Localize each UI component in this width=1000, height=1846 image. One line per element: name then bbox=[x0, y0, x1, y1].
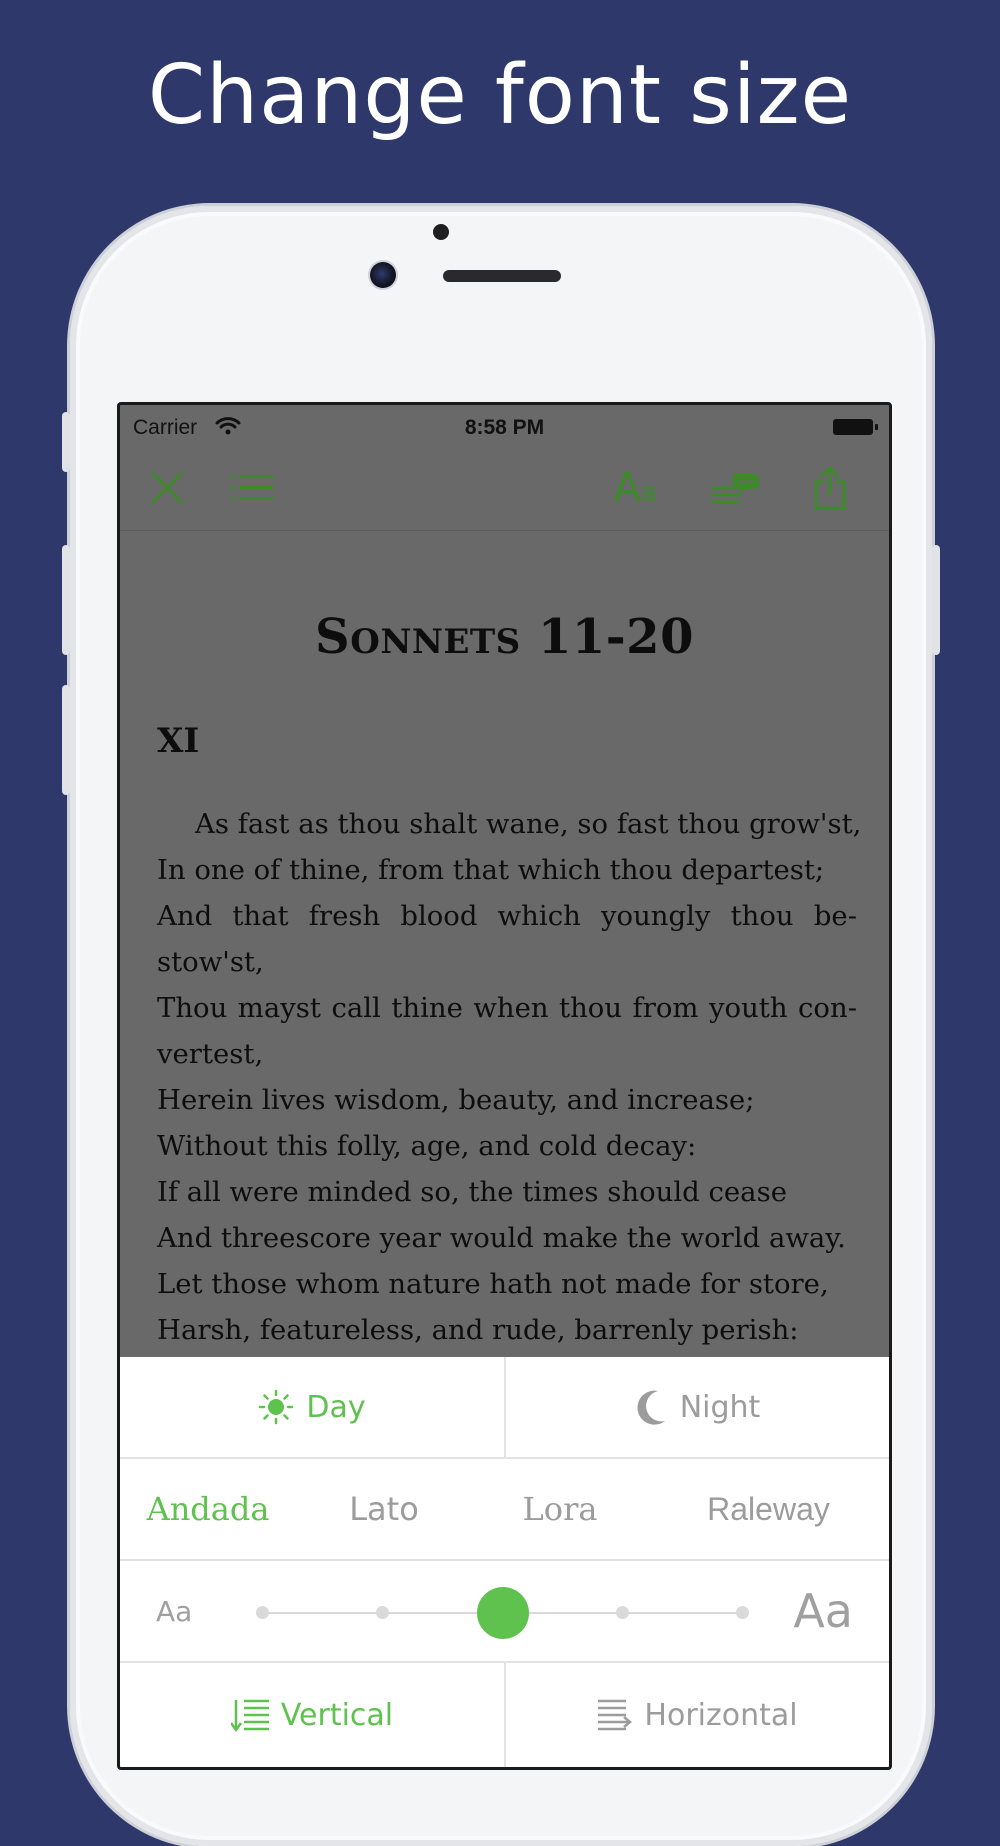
volume-down-button bbox=[62, 685, 70, 795]
theme-row bbox=[120, 1357, 889, 1459]
poem-text bbox=[157, 801, 862, 1353]
scroll-mode-row bbox=[120, 1663, 889, 1767]
list-icon[interactable] bbox=[222, 445, 282, 530]
sonnet-number: XI bbox=[157, 721, 200, 761]
horizontal-scroll-icon bbox=[596, 1698, 632, 1732]
earpiece-speaker bbox=[443, 270, 561, 282]
status-time: 8:58 PM bbox=[464, 416, 545, 439]
poem-line: stow'st, bbox=[157, 946, 264, 978]
font-size-slider-thumb[interactable] bbox=[477, 1587, 529, 1639]
app-screen bbox=[117, 402, 892, 1770]
battery-icon bbox=[833, 419, 873, 435]
font-option-label: Lora bbox=[522, 1490, 598, 1528]
moon-icon bbox=[634, 1388, 668, 1426]
night-label: Night bbox=[679, 1389, 761, 1425]
font-size-step[interactable] bbox=[376, 1606, 389, 1619]
poem-line: Harsh, featureless, and rude, barrenly perish: bbox=[157, 1314, 799, 1346]
font-option-lora[interactable] bbox=[472, 1459, 648, 1559]
status-bar bbox=[120, 405, 889, 445]
vertical-scroll-button[interactable] bbox=[120, 1663, 506, 1767]
poem-line: Thou mayst call thine when thou from youth con- bbox=[157, 992, 857, 1024]
chapter-title: Sonnets 11-20 bbox=[315, 609, 694, 665]
vertical-scroll-icon bbox=[231, 1698, 269, 1732]
poem-line: In one of thine, from that which thou departest; bbox=[157, 854, 825, 886]
font-icon-small-a: a bbox=[640, 477, 657, 508]
font-size-icon[interactable] bbox=[600, 445, 670, 530]
font-size-row bbox=[120, 1561, 889, 1663]
poem-line: Let those whom nature hath not made for store, bbox=[157, 1268, 829, 1300]
day-theme-button[interactable] bbox=[120, 1357, 506, 1457]
close-icon[interactable] bbox=[142, 445, 192, 530]
mute-switch bbox=[62, 412, 70, 472]
poem-line: As fast as thou shalt wane, so fast thou grow'st, bbox=[195, 808, 862, 840]
sun-icon bbox=[258, 1389, 294, 1425]
reader-settings-panel bbox=[120, 1357, 889, 1767]
horizontal-scroll-button[interactable] bbox=[505, 1663, 889, 1767]
poem-line: And threescore year would make the world away. bbox=[157, 1222, 846, 1254]
front-camera bbox=[370, 262, 396, 288]
volume-up-button bbox=[62, 545, 70, 655]
vertical-label: Vertical bbox=[280, 1697, 394, 1733]
font-option-label: Raleway bbox=[707, 1490, 830, 1527]
font-size-step[interactable] bbox=[256, 1606, 269, 1619]
headline: Change font size bbox=[147, 48, 853, 143]
night-theme-button[interactable] bbox=[505, 1357, 889, 1457]
day-label: Day bbox=[306, 1389, 366, 1425]
font-icon-big-a: A bbox=[613, 464, 641, 511]
font-size-large-icon[interactable] bbox=[793, 1561, 853, 1661]
reader-toolbar bbox=[120, 445, 889, 531]
poem-line: And that fresh blood which youngly thou be- bbox=[157, 900, 857, 932]
font-size-small-icon[interactable] bbox=[156, 1561, 192, 1661]
horizontal-label: Horizontal bbox=[644, 1697, 798, 1733]
notes-icon[interactable] bbox=[700, 445, 770, 530]
poem-line: Without this folly, age, and cold decay: bbox=[157, 1130, 697, 1162]
proximity-sensor bbox=[433, 224, 449, 240]
poem-line: If all were minded so, the times should cease bbox=[157, 1176, 787, 1208]
share-icon[interactable] bbox=[800, 445, 860, 530]
book-content bbox=[120, 531, 889, 1361]
font-option-lato[interactable] bbox=[296, 1459, 472, 1559]
font-option-label: Lato bbox=[349, 1490, 419, 1528]
font-option-label: Andada bbox=[146, 1490, 270, 1528]
size-large-label: Aa bbox=[793, 1584, 853, 1638]
carrier-label: Carrier bbox=[133, 416, 198, 439]
font-option-andada[interactable] bbox=[120, 1459, 296, 1559]
font-size-step[interactable] bbox=[616, 1606, 629, 1619]
font-size-step[interactable] bbox=[736, 1606, 749, 1619]
power-button bbox=[932, 545, 940, 655]
poem-line: vertest, bbox=[157, 1038, 264, 1070]
size-small-label: Aa bbox=[156, 1594, 193, 1628]
font-option-raleway[interactable] bbox=[648, 1459, 889, 1559]
font-family-row bbox=[120, 1459, 889, 1561]
poem-line: Herein lives wisdom, beauty, and increase; bbox=[157, 1084, 755, 1116]
